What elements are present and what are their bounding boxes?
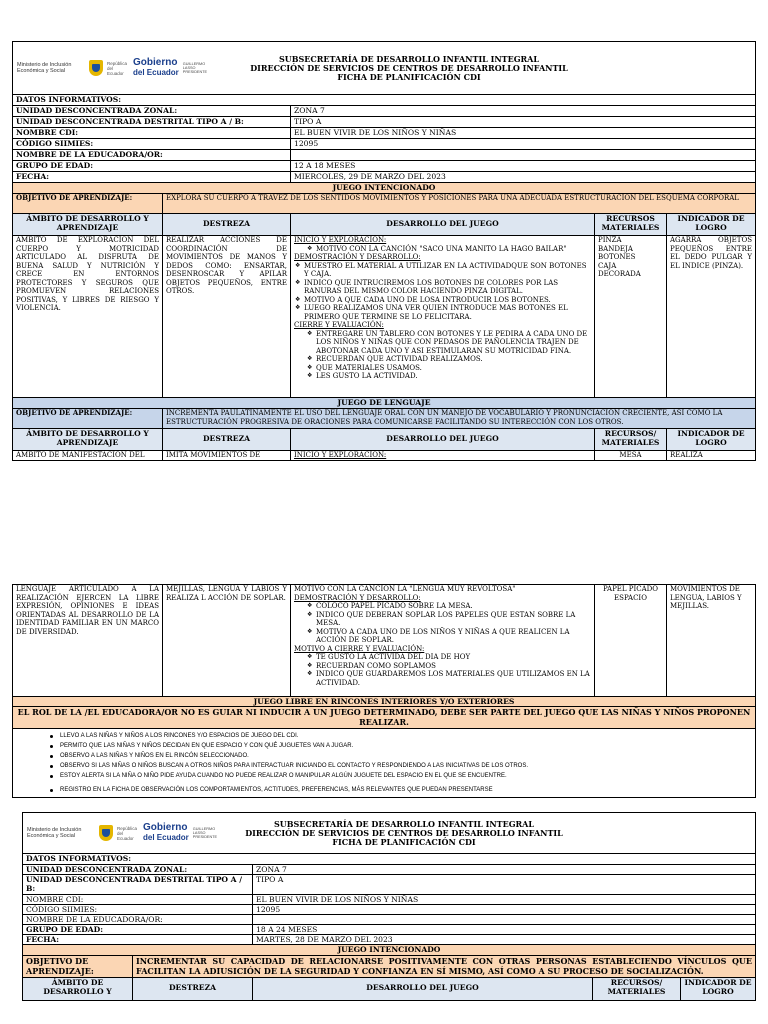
juego-libre-list: [16, 729, 752, 797]
cierre-list: [294, 330, 591, 381]
info-row-codigo: [13, 139, 755, 150]
list-item: ❖ MOTIVO A QUE CADA UNO DE LOSA INTRODUCIR LOS BOTONES.: [304, 296, 591, 305]
republic-logo-text: República del Ecuador: [107, 60, 128, 76]
planning-sheet-1: [12, 41, 756, 461]
lenguaje-recursos-text: MESA: [595, 451, 667, 460]
info-row-distrital: [23, 875, 755, 895]
lenguaje-inicio-heading: INICIO Y EXPLORACIÓN:: [294, 451, 387, 459]
info-row-grupo: [23, 925, 755, 935]
info-row-fecha: [23, 935, 755, 945]
th-destreza: DESTREZA: [163, 429, 291, 450]
planning-sheet-2: [22, 812, 756, 1001]
logos: [13, 42, 213, 94]
value-cdi: EL BUEN VIVIR DE LOS NIÑOS Y NIÑAS: [256, 895, 419, 904]
ministry-logo-text: Ministerio de Inclusión Económica y Social: [27, 826, 82, 839]
list-item: ❖ TE GUSTO LA ACTIVIDA DEL DIA DE HOY: [316, 653, 591, 662]
lenguaje-objetivo-label: OBJETIVO DE APRENDIZAJE:: [13, 409, 163, 428]
value-codigo: 12095: [256, 905, 281, 914]
info-row-fecha: [13, 172, 755, 183]
title-line-3: FICHA DE PLANIFICACIÓN CDI: [332, 836, 476, 847]
republic-logo-text: República del Ecuador: [117, 825, 138, 841]
bullets-row: [13, 729, 755, 797]
list-item: ❖ RECUERDAN QUE ACTIVIDAD REALIZAMOS.: [316, 355, 591, 364]
lenguaje-header-row: [13, 429, 755, 451]
ambito-text: LENGUAJE ARTICULADO A LA REALIZACIÓN EJERCEN LA LIBRE EXPRESIÓN, OPINIONES E IDEAS ORIENTADAS AL DESARROLLO DE LA IDENTIDAD FAMILIAR EN UN MARCO DE DIVERSIDAD.: [13, 585, 163, 696]
value-codigo: 12095: [294, 139, 319, 148]
list-item: ❖ MOTIVO CON LA CANCIÓN "SACO UNA MANITO LA HAGO BAILAR": [316, 245, 591, 254]
list-item: ❖ COLOCO PAPEL PICADO SOBRE LA MESA.: [316, 602, 591, 611]
th-indicador: INDICADOR DE LOGRO: [677, 429, 745, 447]
title-line-2: DIRECCIÓN DE SERVICIOS DE CENTROS DE DESARROLLO INFANTIL: [245, 827, 563, 838]
th-indicador: INDICADOR DE LOGRO: [684, 978, 752, 996]
list-item: ESTOY ALERTA SI LA NIÑA O NIÑO PIDE AYUDA CUANDO NO PUEDE REALIZAR O MANIPULAR ALGÚN JUGUETE DEL ESPACIO EN EL QUE SE ENCUENTRE.: [60, 771, 752, 781]
datos-label: DATOS INFORMATIVOS:: [26, 854, 132, 863]
label-fecha: FECHA:: [13, 172, 291, 182]
label-zonal: UNIDAD DESCONCENTRADA ZONAL:: [13, 106, 291, 116]
th-desarrollo: DESARROLLO DEL JUEGO: [291, 429, 595, 450]
desarrollo-cell: [291, 236, 595, 397]
th-ambito: ÁMBITO DE DESARROLLO Y: [23, 978, 133, 1000]
president-logo-text: GUILLERMO LASSO PRESIDENTE: [192, 826, 218, 840]
value-fecha: MIERCOLES, 29 DE MARZO DEL 2023: [294, 172, 446, 181]
datos-row: [13, 95, 755, 106]
list-item: ❖ QUE MATERIALES USAMOS.: [316, 364, 591, 373]
ministry-logo-text: Ministerio de Inclusión Económica y Social: [17, 61, 72, 74]
juego-intencionado-bar: [13, 183, 755, 194]
list-item: PERMITO QUE LAS NIÑAS Y NIÑOS DECIDAN EN QUE ESPACIO Y CON QUÉ JUGUETES VAN A JUGAR.: [60, 741, 752, 751]
demo-heading: DEMOSTRACIÓN Y DESARROLLO:: [294, 593, 421, 602]
lenguaje-content-top: [13, 451, 755, 460]
list-item: ❖ MUESTRO EL MATERIAL A UTILIZAR EN LA ACTIVIDADQUE SON BOTONES Y CAJA.: [304, 262, 591, 279]
lenguaje-objetivo-row: [13, 409, 755, 429]
list-item: OBSERVO SI LAS NIÑAS O NIÑOS BUSCAN A OTROS NIÑOS PARA INTERACTUAR INICIANDO EL CONTACTO Y RESPONDIENDO A LAS INICIATIVAS DE LOS OTROS.: [60, 761, 752, 771]
list-item: ❖ LES GUSTO LA ACTIVIDAD.: [316, 372, 591, 381]
juego-libre-title: JUEGO LIBRE EN RINCONES INTERIORES Y/O EXTERIORES: [253, 697, 515, 706]
th-recursos: RECURSOS MATERIALES: [595, 214, 667, 235]
table-header-row: [13, 214, 755, 236]
lenguaje-objetivo-value: INCREMENTA PAULATINAMENTE EL USO DEL LENGUAJE ORAL CON UN MANEJO DE VOCABULARIO Y PRONUNCIACIÓN CRECIENTE, ASÍ COMO LA ESTRUCTURACIÓN PROGRESIVA DE ORACIONES PARA COMUNICARSE FACILITANDO SU INTERECCIÓN CON LOS OTROS.: [166, 409, 723, 426]
label-educadora: NOMBRE DE LA EDUCADORA/OR:: [13, 150, 291, 160]
objetivo-value: EXPLORA SU CUERPO A TRAVÉZ DE LOS SENTIDOS MOVIMIENTOS Y POSICIONES PARA UNA ADECUADA ESTRUCTURACIÓN DEL ESQUEMA CORPORAL: [166, 194, 739, 202]
label-distrital: UNIDAD DESCONCENTRADA DESTRITAL TIPO A / B:: [23, 875, 253, 894]
label-zonal: UNIDAD DESCONCENTRADA ZONAL:: [23, 865, 253, 874]
label-grupo: GRUPO DE EDAD:: [13, 161, 291, 171]
demo-list: [294, 262, 591, 322]
info-row-distrital: [13, 117, 755, 128]
info-row-educadora: [23, 915, 755, 925]
value-zonal: ZONA 7: [256, 865, 287, 874]
lenguaje-indicador-text: REALIZA: [670, 451, 703, 459]
value-grupo: 18 A 24 MESES: [256, 925, 318, 934]
lenguaje-content-row: [13, 585, 755, 697]
list-item: ❖ MOTIVO A CADA UNO DE LOS NIÑOS Y NIÑAS A QUE REALICEN LA ACCIÓN DE SOPLAR.: [316, 628, 591, 645]
value-educadora: [253, 915, 755, 924]
indicador-text: MOVIMIENTOS DE LENGUA, LABIOS Y MEJILLAS.: [670, 585, 742, 610]
value-distrital: TIPO A: [294, 117, 322, 126]
inicio-heading: INICIO Y EXPLORACIÓN:: [294, 236, 387, 244]
value-educadora: [291, 150, 755, 160]
juego-libre-bar: [13, 697, 755, 707]
value-zonal: ZONA 7: [294, 106, 325, 115]
list-item: ❖ INDICO QUE INTRUCIREMOS LOS BOTONES DE COLORES POR LAS RANURAS DEL MISMO COLOR HACIENDO PINZA DIGITAL.: [304, 279, 591, 296]
sheet-titles: [213, 42, 755, 94]
sheet-header: [23, 813, 755, 854]
juego-intencionado-title: JUEGO INTENCIONADO: [332, 183, 436, 192]
th-destreza: DESTREZA: [163, 214, 291, 235]
list-item: ❖ INDICO QUE DEBERAN SOPLAR LOS PAPELES QUE ESTAN SOBRE LA MESA.: [316, 611, 591, 628]
th-desarrollo: DESARROLLO DEL JUEGO: [253, 978, 593, 1000]
list-item: ❖ LUEGO REALIZAMOS UNA VER QUIEN INTRODUCE MAS BOTONES EL PRIMERO QUE TERMINE SE LO FELICITARA.: [304, 304, 591, 321]
rol-text: EL ROL DE LA /EL EDUCADORA/OR NO ES GUIAR NI INDUCIR A UN JUEGO DETERMINADO, DEBE SER PARTE DEL JUEGO QUE LAS NIÑAS Y NIÑOS PROPONEN REALIZAR.: [17, 707, 751, 727]
th-ambito: ÁMBITO DE DESARROLLO Y APRENDIZAJE: [13, 214, 163, 235]
info-row-zonal: [13, 106, 755, 117]
list-item: LLEVO A LAS NIÑAS Y NIÑOS A LOS RINCONES Y/O ESPACIOS DE JUEGO DEL CDI.: [60, 731, 752, 741]
president-logo-text: GUILLERMO LASSO PRESIDENTE: [182, 61, 208, 75]
cierre-heading: MOTIVO A CIERRE Y EVALUACIÓN:: [294, 644, 425, 653]
desarrollo-cell: [291, 585, 595, 696]
objetivo-row: [23, 956, 755, 978]
list-item: ❖ ENTREGARE UN TABLERO CON BOTONES Y LE PEDIRA A CADA UNO DE LOS NIÑOS Y NIÑAS QUE CON PEDASOS DE PAÑOLENCIA TRAJEN DE ABOTONAR CADA UNO Y ASI ESTIMULARAN SU MOTRICIDAD FINA.: [316, 330, 591, 356]
title-line-1: SUBSECRETARÍA DE DESARROLLO INFANTIL INTEGRAL: [278, 53, 540, 64]
lenguaje-ambito-text: ÁMBITO DE MANIFESTACIÓN DEL: [13, 451, 163, 460]
recursos-text: PAPEL PICADO ESPACIO: [595, 585, 667, 696]
motivo-text: MOTIVO CON LA CANCIÓN LA "LENGUA MUY REVOLTOSA": [294, 585, 516, 593]
label-educadora: NOMBRE DE LA EDUCADORA/OR:: [23, 915, 253, 924]
ambito-text: ÁMBITO DE EXPLORACIÓN DEL CUERPO Y MOTRICIDAD ARTICULADO AL DISFRUTA DE BUENA SALUD Y NUTRICIÓN Y CRECE EN ENTORNOS PROTECTORES Y SEGUROS QUE PROMUEVEN RELACIONES POSITIVAS, Y LIBRES DE RIESGO Y VIOLENCIA.: [13, 236, 163, 397]
title-line-3: FICHA DE PLANIFICACIÓN CDI: [337, 71, 481, 82]
label-fecha: FECHA:: [23, 935, 253, 944]
value-cdi: EL BUEN VIVIR DE LOS NIÑOS Y NIÑAS: [294, 128, 457, 137]
ecuador-shield-icon: [99, 825, 113, 841]
gobierno-logo: Gobierno del Ecuador: [143, 822, 189, 842]
juego-content-row: [13, 236, 755, 398]
ecuador-shield-icon: [89, 60, 103, 76]
title-line-2: DIRECCIÓN DE SERVICIOS DE CENTROS DE DESARROLLO INFANTIL: [250, 62, 568, 73]
label-codigo: CÓDIGO SIIMIES:: [23, 905, 253, 914]
recursos-text: PINZA BANDEJA BOTONES CAJA DECORADA: [595, 236, 667, 397]
datos-row: [23, 854, 755, 865]
th-desarrollo: DESARROLLO DEL JUEGO: [291, 214, 595, 235]
th-recursos: RECURSOS/ MATERIALES: [595, 429, 667, 450]
value-distrital: TIPO A: [256, 875, 284, 884]
juego-intencionado-bar: [23, 945, 755, 956]
cierre-list: [294, 653, 591, 687]
gobierno-logo: Gobierno del Ecuador: [133, 57, 179, 77]
objetivo-label: OBJETIVO DE APRENDIZAJE:: [13, 194, 163, 213]
label-distrital: UNIDAD DESCONCENTRADA DESTRITAL TIPO A / B:: [13, 117, 291, 127]
title-line-1: SUBSECRETARÍA DE DESARROLLO INFANTIL INTEGRAL: [273, 818, 535, 829]
juego-lenguaje-bar: [13, 398, 755, 409]
value-fecha: MARTES, 28 DE MARZO DEL 2023: [256, 935, 393, 944]
th-ambito: ÁMBITO DE DESARROLLO Y APRENDIZAJE: [13, 429, 163, 450]
value-grupo: 12 A 18 MESES: [294, 161, 356, 170]
logos: [23, 813, 223, 853]
list-item: ❖ INDICO QUE GUARDAREMOS LOS MATERIALES QUE UTILIZAMOS EN LA ACTIVIDAD.: [316, 670, 591, 687]
juego-intencionado-title: JUEGO INTENCIONADO: [337, 945, 441, 954]
bullets-cell: [13, 729, 755, 797]
cierre-heading: CIERRE Y EVALUACIÓN:: [294, 321, 384, 329]
list-item: ❖ RECUERDAN COMO SOPLAMOS: [316, 662, 591, 671]
label-cdi: NOMBRE CDI:: [13, 128, 291, 138]
sheet-titles: [223, 813, 755, 853]
destreza-text: MEJILLAS, LENGUA Y LABIOS Y REALIZA L ACCIÓN DE SOPLAR.: [163, 585, 291, 696]
demo-list: [294, 602, 591, 645]
datos-label: DATOS INFORMATIVOS:: [16, 95, 122, 104]
lenguaje-destreza-text: IMITA MOVIMIENTOS DE: [163, 451, 291, 460]
info-row-educadora: [13, 150, 755, 161]
label-cdi: NOMBRE CDI:: [23, 895, 253, 904]
inicio-list: [294, 245, 591, 254]
info-row-grupo: [13, 161, 755, 172]
info-row-cdi: [13, 128, 755, 139]
label-codigo: CÓDIGO SIIMIES:: [13, 139, 291, 149]
th-indicador: INDICADOR DE LOGRO: [677, 214, 745, 232]
destreza-text: REALIZAR ACCIONES DE COORDINACIÓN DE MOVIMIENTOS DE MANOS Y DEDOS COMO: ENSARTAR, DESENROSCAR Y APILAR OBJETOS PEQUEÑOS, ENTRE OTROS.: [163, 236, 291, 397]
info-row-codigo: [23, 905, 755, 915]
objetivo-label: OBJETIVO DE APRENDIZAJE:: [23, 956, 133, 977]
list-item: OBSERVO A LAS NIÑAS Y NIÑOS EN EL RINCÓN SELECCIONADO.: [60, 751, 752, 761]
rol-row: [13, 707, 755, 729]
th-recursos: RECURSOS/ MATERIALES: [593, 978, 681, 1000]
demo-heading: DEMOSTRACIÓN Y DESARROLLO:: [294, 253, 421, 261]
objetivo-row: [13, 194, 755, 214]
sheet-header: [13, 42, 755, 95]
th-destreza: DESTREZA: [133, 978, 253, 1000]
juego-lenguaje-title: JUEGO DE LENGUAJE: [337, 398, 431, 407]
planning-sheet-continuation: [12, 584, 756, 798]
info-row-cdi: [23, 895, 755, 905]
table-header-row: [23, 978, 755, 1000]
list-item: REGISTRO EN LA FICHA DE OBSERVACIÓN LOS COMPORTAMIENTOS, ACTITUDES, PREFERENCIAS, MÁS RELEVANTES QUE PUEDAN PRESENTARSE: [60, 785, 752, 795]
label-grupo: GRUPO DE EDAD:: [23, 925, 253, 934]
objetivo-value: INCREMENTAR SU CAPACIDAD DE RELACIONARSE POSITIVAMENTE CON OTRAS PERSONAS ESTABLECIENDO VÍNCULOS QUE FACILITAN LA ADIUSICIÓN DE LA SEGURIDAD Y CONFIANZA EN SÍ MISMO, ASÍ COMO A SU PROCESO DE SOCIALIZACIÓN.: [136, 956, 752, 976]
indicador-text: AGARRA OBJETOS PEQUEÑOS ENTRE EL DEDO PULGAR Y EL INDICE (PINZA).: [670, 236, 752, 270]
info-row-zonal: [23, 865, 755, 875]
